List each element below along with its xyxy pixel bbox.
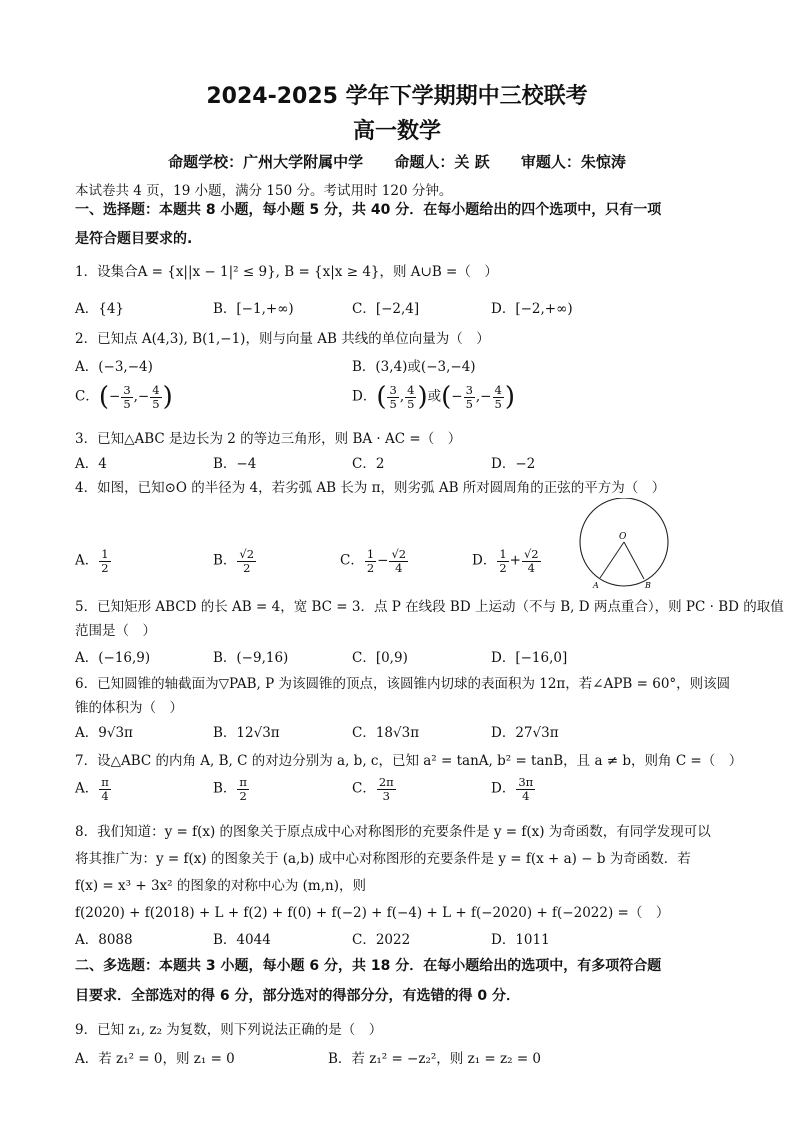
q5-option-b: B．(−9,16) xyxy=(213,650,289,666)
q5-option-d: D．[−16,0] xyxy=(491,650,568,666)
q2-d-den4: 5 xyxy=(494,396,502,411)
exam-title: 2024-2025 学年下学期期中三校联考 xyxy=(206,84,588,109)
q8-stem-line2: 将其推广为：y = f(x) 的图象关于 (a,b) 成中心对称图形的充要条件是 y = f(x + a) − b 为奇函数．若 xyxy=(75,851,691,867)
q3-option-c: C．2 xyxy=(352,456,385,472)
q2-c-num2: 4 xyxy=(152,382,160,397)
q2-stem: 2．已知点 A(4,3), B(1,−1)，则与向量 AB 共线的单位向量为（ ） xyxy=(75,331,490,347)
q4-option-d-label: D． xyxy=(472,552,497,569)
q2-d-num1: 3 xyxy=(389,382,397,397)
q3-option-a: A．4 xyxy=(75,456,107,472)
q3-option-b: B．−4 xyxy=(213,456,257,472)
q2-d-num3: 3 xyxy=(465,382,473,397)
radius-ob xyxy=(624,542,644,579)
q6-stem-line1: 6．已知圆锥的轴截面为▽PAB, P 为该圆锥的顶点，该圆锥内切球的表面积为 12π，若∠APB = 60°，则该圆 xyxy=(75,676,731,692)
q2-c-num1: 3 xyxy=(123,382,131,397)
q4-d-den2: 4 xyxy=(527,560,535,575)
q3-stem: 3．已知△ABC 是边长为 2 的等边三角形，则 BA · AC =（ ） xyxy=(75,431,462,447)
q2-d-den1: 5 xyxy=(389,396,397,411)
q4-b-num: √2 xyxy=(239,547,255,561)
q7-option-b-label: B． xyxy=(213,780,237,797)
q6-option-c: C．18√3π xyxy=(352,725,420,741)
q7-stem: 7．设△ABC 的内角 A, B, C 的对边分别为 a, b, c，已知 a² = tanA, b² = tanB，且 a ≠ b，则角 C =（ ） xyxy=(75,753,743,769)
q1-stem: 1．设集合A = {x||x − 1|² ≤ 9}, B = {x|x ≥ 4}，则 A∪B =（ ） xyxy=(75,264,498,280)
q4-option-d xyxy=(472,548,542,574)
q5-stem-line2: 范围是（ ） xyxy=(75,623,156,639)
q2-option-c: C．(− $\frac{3}{5}$ ,− $\frac{4}{5}$ ) xyxy=(75,382,173,412)
q4-c-op: − xyxy=(377,552,389,569)
q4-a-den: 2 xyxy=(101,560,109,575)
q2-or: 或 xyxy=(427,388,442,405)
q4-option-b-label: B． xyxy=(213,552,237,569)
q4-b-den: 2 xyxy=(243,560,251,575)
q8-option-a: A．8088 xyxy=(75,932,133,948)
q4-d-den1: 2 xyxy=(499,560,507,575)
q7-option-c-label: C． xyxy=(352,780,376,797)
q4-c-num2: √2 xyxy=(391,547,407,561)
q2-option-a: A．(−3,−4) xyxy=(75,359,153,375)
q9-option-b: B．若 z₁² = −z₂²，则 z₁ = z₂ = 0 xyxy=(328,1051,542,1067)
q4-a-num: 1 xyxy=(101,547,109,561)
exam-subject: 高一数学 xyxy=(352,119,441,144)
q4-option-a-label: A． xyxy=(75,552,99,569)
q6-option-b: B．12√3π xyxy=(213,725,280,741)
q4-d-num1: 1 xyxy=(499,547,507,561)
q4-c-num1: 1 xyxy=(366,547,375,561)
q5-stem-line1: 5．已知矩形 ABCD 的长 AB = 4，宽 BC = 3．点 P 在线段 BD 上运动（不与 B, D 两点重合），则 PC · BD 的取值 xyxy=(75,599,784,615)
q3-option-d: D．−2 xyxy=(491,456,536,472)
section2-heading-line2: 目要求．全部选对的得 6 分，部分选对的得部分分，有选错的得 0 分． xyxy=(75,988,520,1004)
q7-option-c xyxy=(352,776,397,802)
q2-option-c-label: C． xyxy=(75,388,99,405)
reviewer: 审题人：朱惊涛 xyxy=(520,153,626,171)
q2-d-num4: 4 xyxy=(494,382,502,397)
q7-c-num: 2π xyxy=(378,775,394,789)
q2-c-den1: 5 xyxy=(123,396,131,411)
q4-option-c-label: C． xyxy=(340,552,364,569)
q7-d-den: 4 xyxy=(522,788,530,803)
q7-a-num: π xyxy=(101,775,109,789)
q4-c-den2: 4 xyxy=(395,560,403,575)
q7-option-d xyxy=(491,776,536,802)
q4-option-a xyxy=(75,548,112,574)
q4-d-op: + xyxy=(509,552,521,569)
q4-d-num2: √2 xyxy=(523,547,539,561)
q9-stem: 9．已知 z₁, z₂ 为复数，则下列说法正确的是（ ） xyxy=(75,1022,383,1038)
q6-option-d: D．27√3π xyxy=(491,725,559,741)
q4-option-c xyxy=(340,548,409,574)
q1-option-d: D．[−2,+∞) xyxy=(491,301,573,317)
q2-option-b: B．(3,4)或(−3,−4) xyxy=(352,359,476,375)
q7-b-num: π xyxy=(239,775,247,789)
label-b: B xyxy=(645,581,651,590)
q2-d-den3: 5 xyxy=(465,396,473,411)
q7-option-a-label: A． xyxy=(75,780,99,797)
q6-option-a: A．9√3π xyxy=(75,725,133,741)
q8-option-d: D．1011 xyxy=(491,932,550,948)
q1-option-b: B．[−1,+∞) xyxy=(213,301,294,317)
q4-option-b xyxy=(213,548,257,574)
q5-option-c: C．[0,9) xyxy=(352,650,408,666)
q7-b-den: 2 xyxy=(239,788,247,803)
radius-oa xyxy=(600,542,624,578)
q5-option-a: A．(−16,9) xyxy=(75,650,151,666)
exam-credits xyxy=(0,151,794,172)
q2-c-den2: 5 xyxy=(152,396,160,411)
q4-circle-figure xyxy=(574,498,674,590)
q7-a-den: 4 xyxy=(101,788,109,803)
setter-author: 命题人：关 跃 xyxy=(394,153,490,171)
q1-option-a: A．{4} xyxy=(75,301,125,317)
q4-stem: 4．如图，已知⊙O 的半径为 4，若劣弧 AB 长为 π，则劣弧 AB 所对圆周角的正弦的平方为（ ） xyxy=(75,480,666,496)
label-o: O xyxy=(619,532,627,542)
q2-option-d-label: D． xyxy=(352,388,377,405)
q4-c-den1: 2 xyxy=(366,560,375,575)
q7-option-d-label: D． xyxy=(491,780,516,797)
q2-d-num2: 4 xyxy=(407,382,415,397)
setter-school: 命题学校：广州大学附属中学 xyxy=(168,153,364,171)
q2-option-d: D．( $\frac{3}{5}$ , $\frac{4}{5}$ )或(− $\frac{3}{5}$ ,− $\frac{4}{5}$ ) xyxy=(352,382,515,412)
q7-option-a xyxy=(75,776,112,802)
q8-stem-line4: f(2020) + f(2018) + L + f(2) + f(0) + f(−2) + f(−4) + L + f(−2020) + f(−2022) =（ ） xyxy=(75,905,670,921)
label-a: A xyxy=(593,581,599,590)
section2-heading-line1: 二、多选题：本题共 3 小题，每小题 6 分，共 18 分．在每小题给出的选项中，有多项符合题 xyxy=(75,958,662,974)
q8-option-b: B．4044 xyxy=(213,932,271,948)
q8-stem-line1: 8．我们知道：y = f(x) 的图象关于原点成中心对称图形的充要条件是 y = f(x) 为奇函数，有同学发现可以 xyxy=(75,824,711,840)
q8-stem-line3: f(x) = x³ + 3x² 的图象的对称中心为 (m,n)，则 xyxy=(75,878,366,894)
q7-option-b xyxy=(213,776,250,802)
q7-d-num: 3π xyxy=(518,775,534,789)
q8-option-c: C．2022 xyxy=(352,932,411,948)
section1-heading-line2: 是符合题目要求的. xyxy=(75,231,193,247)
section1-heading-line1: 一、选择题：本题共 8 小题，每小题 5 分，共 40 分．在每小题给出的四个选项中，只有一项 xyxy=(75,202,662,218)
q9-option-a: A．若 z₁² = 0，则 z₁ = 0 xyxy=(75,1051,235,1067)
q1-option-c: C．[−2,4] xyxy=(352,301,420,317)
q7-c-den: 3 xyxy=(382,788,390,803)
q6-stem-line2: 锥的体积为（ ） xyxy=(75,700,183,716)
exam-intro: 本试卷共 4 页，19 小题，满分 150 分。考试用时 120 分钟。 xyxy=(75,183,453,199)
q2-d-den2: 5 xyxy=(407,396,415,411)
